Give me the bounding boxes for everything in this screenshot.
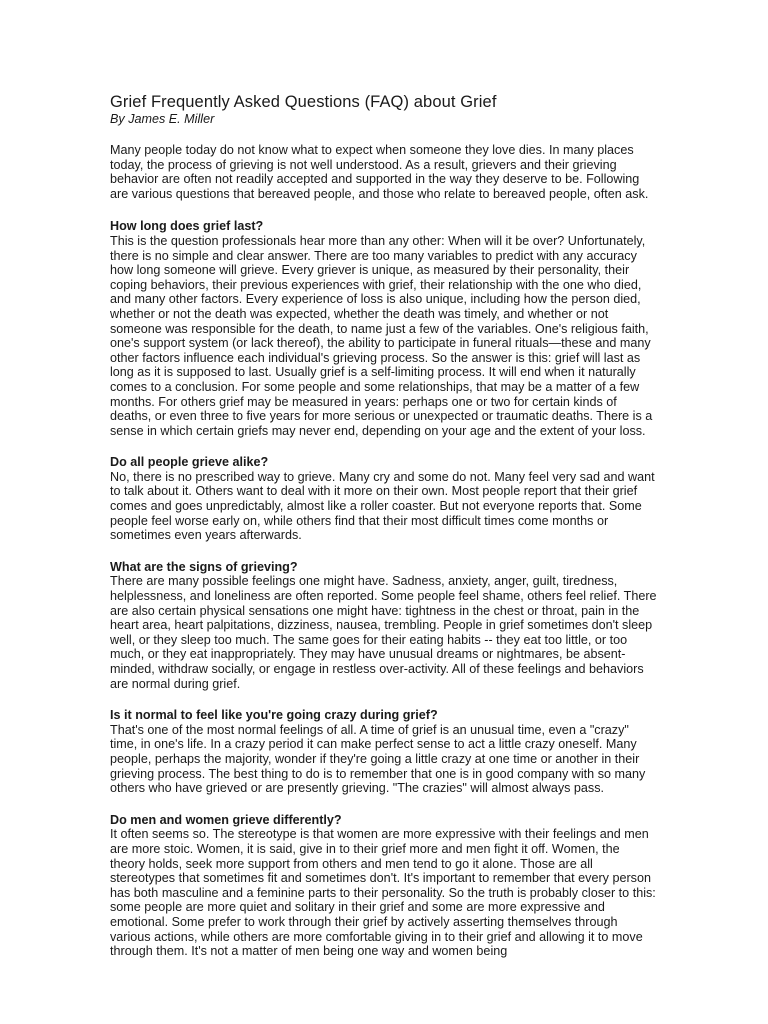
faq-item bbox=[110, 560, 658, 691]
faq-item bbox=[110, 708, 658, 796]
faq-question: What are the signs of grieving? bbox=[110, 559, 298, 574]
intro-paragraph: Many people today do not know what to expect when someone they love dies. In many places today, the process of grieving is not well understood. As a result, grievers and their grieving behavior are often not readily accepted and supported in the way they deserve to be. Following are various questions that bereaved people, and those who relate to bereaved people, often ask. bbox=[110, 143, 649, 201]
faq-question: Do men and women grieve differently? bbox=[110, 812, 342, 827]
faq-answer: There are many possible feelings one might have. Sadness, anxiety, anger, guilt, tiredness, helplessness, and loneliness are often reported. Some people feel shame, others feel relief. There are also certain physical sensations one might have: tightness in the chest or throat, pain in the heart area, heart palpitations, dizziness, nausea, trembling. People in grief sometimes don't sleep well, or they sleep too much. The same goes for their eating habits -- they eat too little, or too much, or they eat inappropriately. They may have unusual dreams or nightmares, be absent-minded, withdraw socially, or engage in restless over-activity. All of these feelings and behaviors are normal during grief. bbox=[110, 574, 657, 691]
faq-question: How long does grief last? bbox=[110, 219, 264, 234]
faq-answer: It often seems so. The stereotype is that women are more expressive with their feelings and men are more stoic. Women, it is said, give in to their grief more and men fight it off. Women, the theory holds, seek more support from others and men tend to go it alone. Those are all stereotypes that sometimes fit and sometimes don't. It's important to remember that every person has both masculine and a feminine parts to their personality. So the truth is probably closer to this: some people are more quiet and solitary in their grief and some are more expressive and emotional. Some prefer to work through their grief by actively asserting themselves through various actions, while others are more comfortable giving in to their grief and allowing it to move through them. It's not a matter of men being one way and women being bbox=[110, 827, 656, 959]
faq-question: Is it normal to feel like you're going crazy during grief? bbox=[110, 708, 438, 723]
faq-answer: This is the question professionals hear more than any other: When will it be over? Unfortunately, there is no simple and clear answer. There are too many variables to predict with any accuracy how long someone will grieve. Every griever is unique, as measured by their personality, their coping behaviors, their previous experiences with grief, their relationship with the one who died, and many other factors. Every experience of loss is also unique, including how the person died, whether or not the death was expected, whether the death was timely, and whether or not someone was responsible for the death, to name just a few of the variables. One's religious faith, one's support system (or lack thereof), the ability to participate in funeral rituals—these and many other factors influence each individual's grieving process. So the answer is this: grief will last as long as it is supposed to last. Usually grief is a self-limiting process. It will end when it naturally comes to a conclusion. For some people and some relationships, that may be a matter of a few months. For others grief may be measured in years: perhaps one or two for certain kinds of deaths, or even three to five years for more serious or unexpected or traumatic deaths. There is a sense in which certain griefs may never end, depending on your age and the extent of your loss. bbox=[110, 233, 653, 438]
faq-answer: No, there is no prescribed way to grieve. Many cry and some do not. Many feel very sad and want to talk about it. Others want to deal with it more on their own. Most people report that their grief comes and goes unpredictably, almost like a roller coaster. But not everyone reports that. Some people feel worse early on, while others find that their most difficult times come months or sometimes even years afterwards. bbox=[110, 469, 655, 543]
document-title: Grief Frequently Asked Questions (FAQ) about Grief bbox=[110, 93, 497, 111]
faq-item bbox=[110, 455, 658, 543]
faq-item bbox=[110, 813, 658, 959]
faq-item bbox=[110, 219, 658, 438]
faq-question: Do all people grieve alike? bbox=[110, 455, 269, 470]
faq-answer: That's one of the most normal feelings of all. A time of grief is an unusual time, even a "crazy" time, in one's life. In a crazy period it can make perfect sense to act a little crazy oneself. Many people, perhaps the majority, wonder if they're going a little crazy at one time or another in their grieving process. The best thing to do is to remember that one is in good company with so many others who have grieved or are presently grieving. "The crazies" will almost always pass. bbox=[110, 722, 646, 796]
author-byline: By James E. Miller bbox=[110, 112, 215, 126]
document-page bbox=[110, 92, 658, 976]
